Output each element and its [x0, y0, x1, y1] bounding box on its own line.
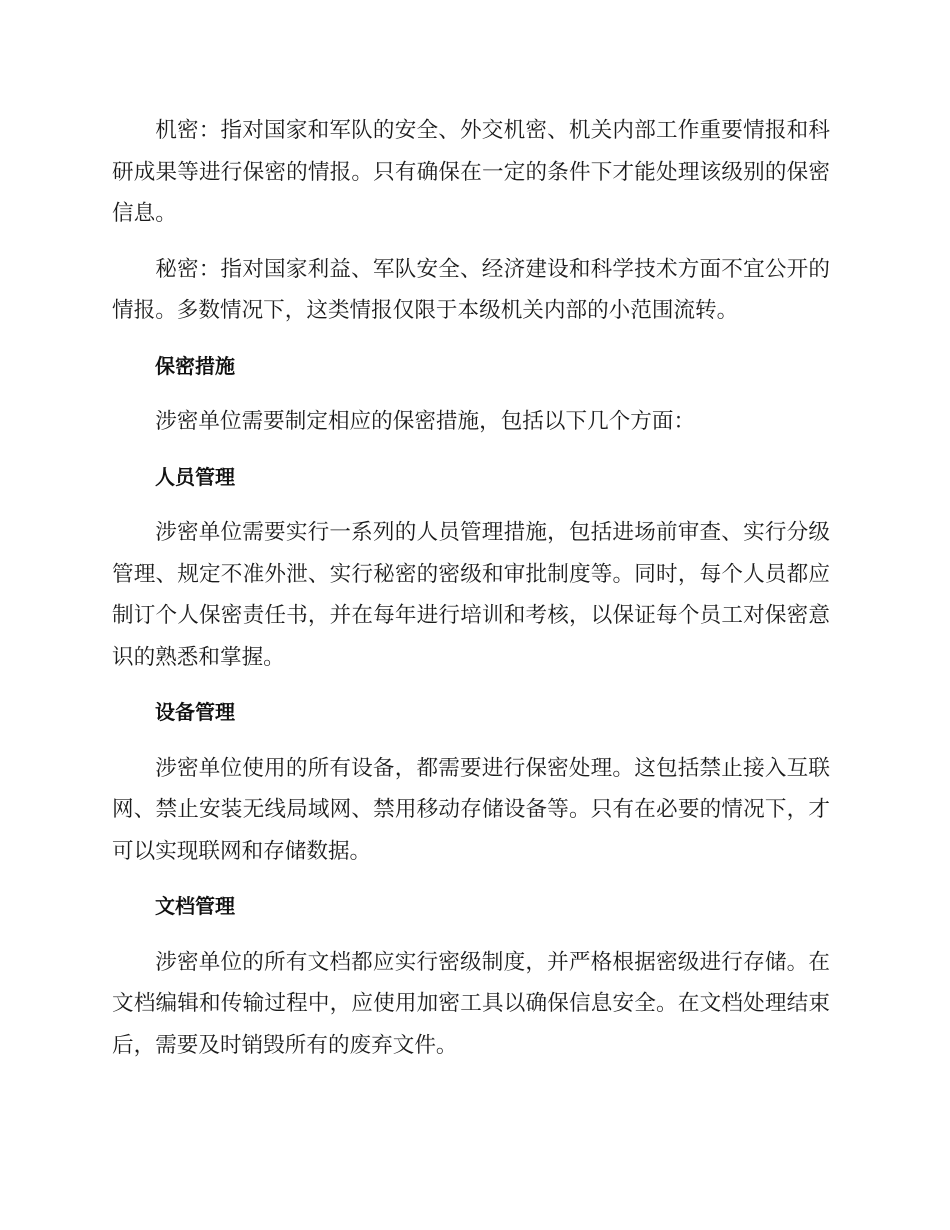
paragraph-equipment-management: 涉密单位使用的所有设备，都需要进行保密处理。这包括禁止接入互联网、禁止安装无线局域网、禁用移动存储设备等。只有在必要的情况下，才可以实现联网和存储数据。	[112, 755, 830, 864]
paragraph-document-management: 涉密单位的所有文档都应实行密级制度，并严格根据密级进行存储。在文档编辑和传输过程中，应使用加密工具以确保信息安全。在文档处理结束后，需要及时销毁所有的废弃文件。	[112, 949, 830, 1058]
document-body	[112, 110, 830, 1080]
paragraph-secret-definition: 秘密：指对国家利益、军队安全、经济建设和科学技术方面不宜公开的情报。多数情况下，这类情报仅限于本级机关内部的小范围流转。	[112, 256, 830, 323]
heading-document-management: 文档管理	[155, 894, 235, 918]
heading-security-measures: 保密措施	[155, 353, 235, 378]
heading-equipment-management: 设备管理	[155, 700, 235, 724]
paragraph-measures-intro: 涉密单位需要制定相应的保密措施，包括以下几个方面：	[155, 409, 696, 434]
heading-personnel-management: 人员管理	[155, 464, 235, 489]
paragraph-confidential-definition: 机密：指对国家和军队的安全、外交机密、机关内部工作重要情报和科研成果等进行保密的情报。只有确保在一定的条件下才能处理该级别的保密信息。	[112, 118, 830, 226]
paragraph-personnel-management: 涉密单位需要实行一系列的人员管理措施，包括进场前审查、实行分级管理、规定不准外泄、实行秘密的密级和审批制度等。同时，每个人员都应制订个人保密责任书，并在每年进行培训和考核，以保证每个员工对保密意识的熟悉和掌握。	[112, 520, 830, 670]
